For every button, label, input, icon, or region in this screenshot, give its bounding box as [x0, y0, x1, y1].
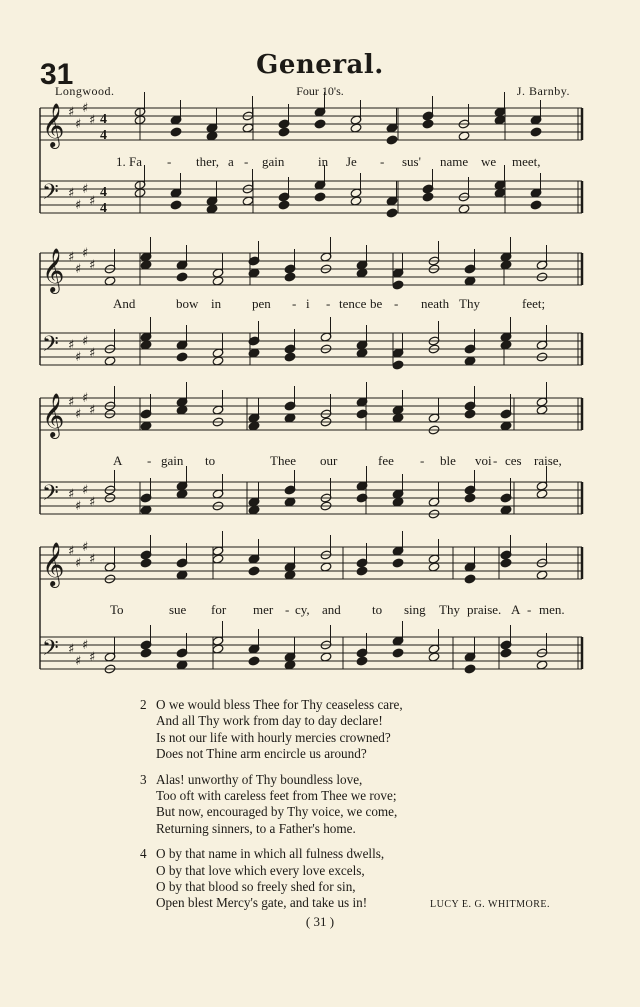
time-signature: 4: [100, 128, 107, 143]
note-head: [500, 648, 512, 658]
note-head: [140, 421, 152, 431]
lyric-syllable: gain: [161, 453, 184, 468]
lyric-syllable: sue: [169, 602, 187, 617]
lyric-syllable: tence: [339, 296, 367, 311]
note-head: [530, 127, 542, 137]
lyric-syllable: a: [228, 154, 234, 169]
note-head: [350, 196, 362, 206]
lyric-hyphen: -: [244, 154, 249, 169]
lyric-syllable: Je: [346, 154, 357, 169]
hymn-title: General.: [256, 50, 384, 80]
lyric-syllable: Thy: [459, 296, 480, 311]
note-head: [386, 208, 398, 218]
lyric-syllable: i: [306, 296, 310, 311]
lyric-hyphen: -: [147, 453, 152, 468]
verse-2: [140, 697, 560, 763]
note-head: [242, 196, 254, 206]
note-head: [386, 135, 398, 145]
sharp-icon: ♯: [82, 101, 89, 116]
lyric-syllable: for: [211, 602, 227, 617]
lyric-hyphen: -: [285, 602, 290, 617]
page-number: ( 31 ): [305, 914, 335, 929]
note-head: [536, 570, 548, 580]
lyric-syllable: ces: [505, 453, 522, 468]
note-head: [392, 558, 404, 568]
note-head: [206, 204, 218, 214]
note-head: [248, 656, 260, 666]
tune-name: Longwood.: [55, 84, 115, 98]
sharp-icon: ♯: [75, 556, 82, 571]
lyric-syllable: meet,: [512, 154, 541, 169]
note-head: [314, 192, 326, 202]
sharp-icon: ♯: [82, 246, 89, 261]
note-head: [278, 200, 290, 210]
time-signature: 4: [100, 185, 107, 200]
note-head: [248, 421, 260, 431]
composer: J. Barnby.: [516, 84, 570, 98]
note-head: [536, 405, 548, 415]
lyric-syllable: raise,: [534, 453, 562, 468]
verse-line: 2 O we would bless Thee for Thy ceaseless care,: [140, 697, 403, 712]
note-head: [176, 489, 188, 499]
sharp-icon: ♯: [89, 113, 96, 128]
verse-3: [140, 772, 560, 838]
note-head: [104, 276, 116, 286]
note-head: [500, 505, 512, 515]
treble-clef-icon: 𝄞: [42, 393, 65, 437]
lyric-hyphen: -: [326, 296, 331, 311]
note-head: [284, 272, 296, 282]
note-head: [284, 660, 296, 670]
note-head: [314, 119, 326, 129]
lyric-syllable: 1. Fa: [116, 154, 142, 169]
note-head: [350, 123, 362, 133]
note-head: [500, 260, 512, 270]
sharp-icon: ♯: [82, 638, 89, 653]
bass-clef-icon: 𝄢: [42, 481, 59, 511]
sharp-icon: ♯: [82, 483, 89, 498]
sharp-icon: ♯: [75, 407, 82, 422]
sharp-icon: ♯: [68, 250, 75, 265]
verse-line: O by that love which every love excels,: [156, 862, 365, 878]
verse-line: Too oft with careless feet from Thee we rove;: [156, 788, 397, 804]
lyric-hyphen: -: [527, 602, 532, 617]
note-head: [176, 352, 188, 362]
note-head: [464, 409, 476, 419]
verse-line: And all Thy work from day to day declare!: [156, 713, 383, 729]
lyric-hyphen: -: [420, 453, 425, 468]
note-head: [356, 656, 368, 666]
lyric-syllable: neath: [421, 296, 450, 311]
note-head: [176, 405, 188, 415]
lyric-syllable: sus': [402, 154, 421, 169]
note-head: [464, 276, 476, 286]
note-head: [422, 192, 434, 202]
lyric-syllable: and: [322, 602, 341, 617]
lyric-syllable: in: [211, 296, 222, 311]
lyric-hyphen: -: [493, 453, 498, 468]
note-head: [140, 648, 152, 658]
note-head: [242, 123, 254, 133]
note-head: [356, 348, 368, 358]
note-head: [248, 566, 260, 576]
treble-clef-icon: 𝄞: [42, 103, 65, 147]
treble-clef-icon: 𝄞: [42, 542, 65, 586]
note-head: [212, 356, 224, 366]
lyric-syllable: voi: [475, 453, 492, 468]
hymn-author: LUCY E. G. WHITMORE.: [430, 899, 550, 910]
sharp-icon: ♯: [68, 186, 75, 201]
note-head: [422, 119, 434, 129]
sharp-icon: ♯: [82, 391, 89, 406]
lyric-syllable: cy,: [295, 602, 310, 617]
verse-number: 2: [140, 697, 147, 712]
note-head: [140, 558, 152, 568]
sharp-icon: ♯: [68, 544, 75, 559]
sharp-icon: ♯: [75, 117, 82, 132]
note-head: [284, 570, 296, 580]
sharp-icon: ♯: [89, 495, 96, 510]
verse-number: 4: [140, 846, 147, 862]
sharp-icon: ♯: [75, 350, 82, 365]
note-head: [356, 566, 368, 576]
lyric-syllable: fee: [378, 453, 394, 468]
sharp-icon: ♯: [89, 403, 96, 418]
sharp-icon: ♯: [89, 552, 96, 567]
sharp-icon: ♯: [89, 258, 96, 273]
note-head: [494, 115, 506, 125]
lyric-syllable: Thy: [439, 602, 460, 617]
note-head: [176, 272, 188, 282]
lyric-syllable: in: [318, 154, 329, 169]
lyric-syllable: pen: [252, 296, 271, 311]
verse-line: Is not our life with hourly mercies crowned?: [156, 729, 391, 745]
treble-clef-icon: 𝄞: [42, 248, 65, 292]
note-head: [464, 574, 476, 584]
lyric-hyphen: -: [292, 296, 297, 311]
note-head: [494, 188, 506, 198]
note-head: [170, 127, 182, 137]
note-head: [464, 664, 476, 674]
note-head: [500, 340, 512, 350]
note-head: [104, 356, 116, 366]
note-head: [284, 497, 296, 507]
sharp-icon: ♯: [68, 487, 75, 502]
note-head: [392, 413, 404, 423]
verse-line: 4 O by that name in which all fulness dwells,: [140, 846, 385, 862]
lyric-syllable: sing: [404, 602, 426, 617]
bass-clef-icon: 𝄢: [42, 636, 59, 666]
lyric-syllable: our: [320, 453, 338, 468]
note-head: [464, 356, 476, 366]
note-head: [392, 280, 404, 290]
note-head: [536, 489, 548, 499]
lyric-syllable: to: [205, 453, 216, 468]
hymn-number: 31: [40, 58, 74, 91]
note-head: [248, 505, 260, 515]
bass-clef-icon: 𝄢: [42, 332, 59, 362]
note-head: [458, 204, 470, 214]
note-head: [206, 131, 218, 141]
note-head: [176, 570, 188, 580]
sharp-icon: ♯: [75, 499, 82, 514]
sharp-icon: ♯: [68, 338, 75, 353]
note-head: [392, 648, 404, 658]
lyric-syllable: A: [511, 602, 521, 617]
note-head: [428, 562, 440, 572]
sharp-icon: ♯: [82, 334, 89, 349]
note-head: [392, 497, 404, 507]
lyric-syllable: And: [113, 296, 136, 311]
lyric-syllable: praise.: [467, 602, 502, 617]
note-head: [536, 660, 548, 670]
lyric-hyphen: -: [167, 154, 172, 169]
verse-number: 3: [140, 771, 147, 787]
bass-clef-icon: 𝄢: [42, 180, 59, 210]
lyric-syllable: name: [440, 154, 469, 169]
note-head: [212, 276, 224, 286]
note-head: [212, 554, 224, 564]
lyric-syllable: to: [372, 602, 383, 617]
note-head: [500, 421, 512, 431]
verse-line: 3 Alas! unworthy of Thy boundless love,: [140, 771, 363, 787]
sharp-icon: ♯: [89, 650, 96, 665]
sharp-icon: ♯: [82, 540, 89, 555]
time-signature: 4: [100, 112, 107, 127]
lyric-syllable: men.: [539, 602, 565, 617]
note-head: [176, 660, 188, 670]
note-head: [500, 558, 512, 568]
lyric-syllable: be: [370, 296, 383, 311]
note-head: [140, 260, 152, 270]
note-head: [356, 268, 368, 278]
sharp-icon: ♯: [68, 395, 75, 410]
sharp-icon: ♯: [68, 642, 75, 657]
lyric-syllable: mer: [253, 602, 274, 617]
sharp-icon: ♯: [75, 198, 82, 213]
lyric-syllable: ble: [440, 453, 456, 468]
lyric-syllable: feet;: [522, 296, 546, 311]
verses: [140, 697, 560, 921]
verse-line: O by that blood so freely shed for sin,: [156, 879, 356, 895]
lyric-syllable: gain: [262, 154, 285, 169]
lyric-syllable: Thee: [270, 453, 296, 468]
note-head: [212, 644, 224, 654]
meter: Four 10's.: [296, 84, 344, 98]
note-head: [320, 652, 332, 662]
sharp-icon: ♯: [68, 105, 75, 120]
note-head: [140, 340, 152, 350]
note-head: [428, 652, 440, 662]
note-head: [458, 131, 470, 141]
sharp-icon: ♯: [89, 346, 96, 361]
sharp-icon: ♯: [75, 654, 82, 669]
lyric-syllable: To: [110, 602, 124, 617]
verse-line: Open blest Mercy's gate, and take us in!: [156, 895, 368, 911]
note-head: [392, 360, 404, 370]
time-signature: 4: [100, 201, 107, 216]
note-head: [284, 413, 296, 423]
sharp-icon: ♯: [89, 194, 96, 209]
lyric-syllable: A: [113, 453, 123, 468]
note-head: [170, 200, 182, 210]
note-head: [530, 200, 542, 210]
verse-line: Returning sinners, to a Father's home.: [156, 820, 356, 836]
sharp-icon: ♯: [82, 182, 89, 197]
note-head: [278, 127, 290, 137]
lyric-hyphen: -: [380, 154, 385, 169]
verse-line: But now, encouraged by Thy voice, we come,: [156, 804, 398, 820]
verse-line: Does not Thine arm encircle us around?: [156, 746, 367, 762]
lyric-syllable: bow: [176, 296, 199, 311]
lyric-hyphen: -: [394, 296, 399, 311]
sharp-icon: ♯: [75, 262, 82, 277]
note-head: [320, 562, 332, 572]
note-head: [284, 352, 296, 362]
note-head: [464, 493, 476, 503]
lyric-syllable: ther,: [196, 154, 219, 169]
lyric-syllable: we: [481, 154, 497, 169]
note-head: [140, 505, 152, 515]
